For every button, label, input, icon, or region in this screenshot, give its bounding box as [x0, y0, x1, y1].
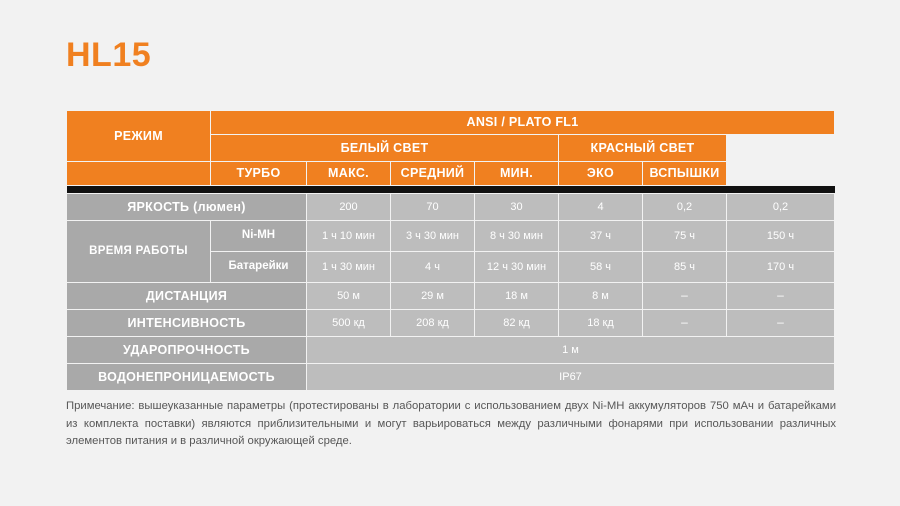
- row-label-distance: ДИСТАНЦИЯ: [67, 283, 307, 310]
- cell-runtime-nimh-turbo: 1 ч 10 мин: [307, 221, 391, 252]
- cell-impact-value: 1 м: [307, 337, 835, 364]
- column-header-turbo: ТУРБО: [211, 162, 307, 186]
- column-header-max: МАКС.: [307, 162, 391, 186]
- row-label-impact: УДАРОПРОЧНОСТЬ: [67, 337, 307, 364]
- mode-header-cell: [67, 111, 211, 162]
- footnote: Примечание: вышеуказанные параметры (протестированы в лаборатории с использованием двух Ni-MH аккумуляторов 750 мАч и батарейками из комплекта поставки) являются приблизительными и могут варьироваться между различными фонарями при использовании различных элементов питания и в различной окружающей среде.: [66, 400, 836, 447]
- cell-runtime-bat-eco: 85 ч: [643, 252, 727, 283]
- column-header-flash: ВСПЫШКИ: [643, 162, 727, 186]
- row-label-runtime-line1: ВРЕМЯ РАБОТЫ: [89, 244, 188, 257]
- cell-intensity-flash: –: [727, 310, 835, 337]
- cell-brightness-flash: 0,2: [727, 194, 835, 221]
- row-label-brightness: ЯРКОСТЬ (люмен): [67, 194, 307, 221]
- table-row: [67, 221, 835, 252]
- table-row: [67, 364, 835, 391]
- cell-distance-flash: –: [727, 283, 835, 310]
- cell-brightness-medium: 30: [475, 194, 559, 221]
- cell-distance-max: 29 м: [391, 283, 475, 310]
- cell-distance-eco: –: [643, 283, 727, 310]
- cell-intensity-eco: –: [643, 310, 727, 337]
- row-label-runtime: [67, 221, 211, 283]
- cell-waterproof-value: IP67: [307, 364, 835, 391]
- cell-runtime-bat-min: 58 ч: [559, 252, 643, 283]
- column-header-min: МИН.: [475, 162, 559, 186]
- cell-distance-medium: 18 м: [475, 283, 559, 310]
- cell-runtime-nimh-medium: 8 ч 30 мин: [475, 221, 559, 252]
- cell-runtime-nimh-eco: 75 ч: [643, 221, 727, 252]
- cell-intensity-min: 18 кд: [559, 310, 643, 337]
- column-header-spacer: [67, 162, 211, 186]
- table-row-standard-header: [67, 111, 835, 135]
- cell-brightness-min: 4: [559, 194, 643, 221]
- column-header-medium: СРЕДНИЙ: [391, 162, 475, 186]
- standard-header-cell: ANSI / PLATO FL1: [211, 111, 835, 135]
- row-label-intensity: ИНТЕНСИВНОСТЬ: [67, 310, 307, 337]
- table-row: [67, 283, 835, 310]
- row-sublabel-batteries: Батарейки: [211, 252, 307, 283]
- cell-runtime-bat-max: 4 ч: [391, 252, 475, 283]
- cell-runtime-nimh-min: 37 ч: [559, 221, 643, 252]
- cell-runtime-bat-turbo: 1 ч 30 мин: [307, 252, 391, 283]
- page-title: HL15: [66, 36, 152, 74]
- divider-bar: [67, 186, 835, 194]
- row-label-waterproof: ВОДОНЕПРОНИЦАЕМОСТЬ: [67, 364, 307, 391]
- cell-brightness-max: 70: [391, 194, 475, 221]
- cell-intensity-max: 208 кд: [391, 310, 475, 337]
- cell-runtime-bat-medium: 12 ч 30 мин: [475, 252, 559, 283]
- table-row: [67, 194, 835, 221]
- table-row: [67, 310, 835, 337]
- cell-intensity-turbo: 500 кд: [307, 310, 391, 337]
- table-divider: [67, 186, 835, 194]
- cell-runtime-nimh-flash: 150 ч: [727, 221, 835, 252]
- cell-distance-min: 8 м: [559, 283, 643, 310]
- group-red-header: КРАСНЫЙ СВЕТ: [559, 135, 727, 162]
- cell-intensity-medium: 82 кд: [475, 310, 559, 337]
- table-row-column-header: [67, 162, 835, 186]
- cell-brightness-turbo: 200: [307, 194, 391, 221]
- cell-runtime-nimh-max: 3 ч 30 мин: [391, 221, 475, 252]
- group-white-header: БЕЛЫЙ СВЕТ: [211, 135, 559, 162]
- table-row: [67, 337, 835, 364]
- cell-brightness-eco: 0,2: [643, 194, 727, 221]
- cell-distance-turbo: 50 м: [307, 283, 391, 310]
- row-sublabel-nimh: Ni-MH: [211, 221, 307, 252]
- column-header-eco: ЭКО: [559, 162, 643, 186]
- specifications-table: [66, 110, 835, 391]
- mode-header-label: РЕЖИМ: [114, 128, 163, 143]
- cell-runtime-bat-flash: 170 ч: [727, 252, 835, 283]
